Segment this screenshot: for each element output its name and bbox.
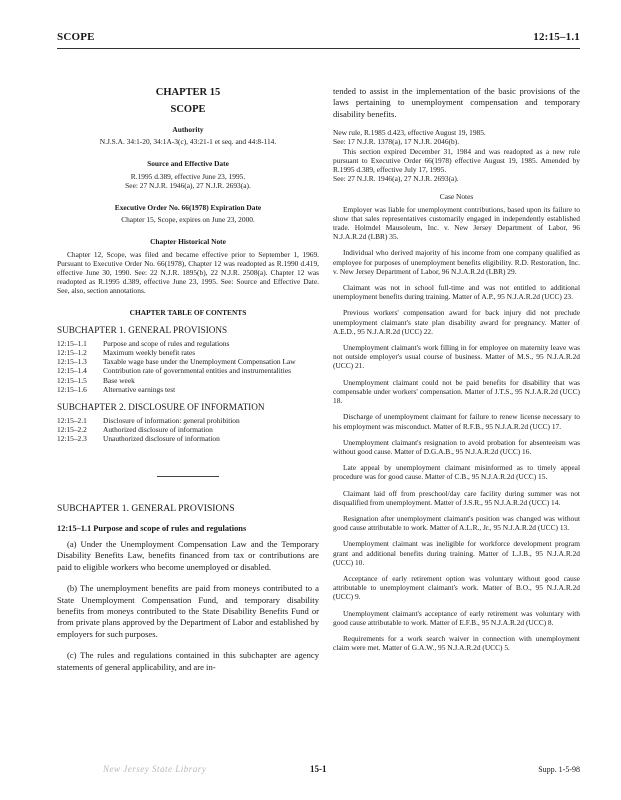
source-line-2: See: 27 N.J.R. 1946(a), 27 N.J.R. 2693(a). [125,180,251,190]
toc-entry[interactable]: 12:15–1.3 Taxable wage base under the Unemployment Compensation Law [57,357,296,367]
case-note: Unemployment claimant's acceptance of early retirement was voluntary with good cause attributable to work. Matter of E.F.B., 95 N.J.A.R.2d (UCC) 8. [333,608,580,627]
left-column [57,86,319,673]
authority-text: N.J.S.A. 34:1-20, 34:1A-3(c), 43:21-1 et seq. and 44:8-114. [99,137,277,147]
header-rule [57,48,580,49]
eo-text: Chapter 15, Scope, expires on June 23, 2000. [121,215,255,225]
page-number: 15-1 [310,764,327,774]
historical-note-heading: Chapter Historical Note [150,237,226,247]
case-notes-heading: Case Notes [439,192,474,202]
history-line-4: See: 27 N.J.R. 1946(a), 27 N.J.R. 2693(a). [333,174,459,184]
source-line-1: R.1995 d.389, effective June 23, 1995. [130,171,246,181]
toc-entry[interactable]: 12:15–2.3 Unauthorized disclosure of information [57,434,220,444]
case-note: Late appeal by unemployment claimant misinformed as to timely appeal procedure was for good cause. Matter of C.B., 95 N.J.A.R.2d (UCC) 15. [333,463,580,482]
eo-heading: Executive Order No. 66(1978) Expiration Date [114,203,262,213]
toc-list-1 [57,339,319,394]
toc-list-2 [57,416,319,444]
case-note: Unemployment claimant's resignation to avoid probation for absenteeism was without good cause. Matter of D.G.A.B., 95 N.J.A.R.2d (UCC) 16. [333,437,580,456]
toc-entry[interactable]: 12:15–1.1 Purpose and scope of rules and regulations [57,338,230,348]
history-line-1: New rule, R.1985 d.423, effective August 19, 1985. [333,128,486,138]
paragraph-a: (a) Under the Unemployment Compensation Law and the Temporary Disability Benefits Law, benefits financed from tax or contributions are paid to eligible workers who become unemployed or disabled. [57,538,319,572]
paragraph-b: (b) The unemployment benefits are paid from moneys contributed to a State Unemployment Compensation Fund, and temporary disability benefits from moneys contributed to the State Disability Benefits Fund or from private plans approved by the Department of Labor and established by employers for such purposes. [57,583,319,639]
running-header-right: 12:15–1.1 [533,31,580,43]
chapter-number: CHAPTER 15 [155,87,221,98]
case-note: Claimant was not in school full-time and was not entitled to additional unemployment benefits during training. Matter of A.P., 95 N.J.A.R.2d (UCC) 23. [333,283,580,302]
case-note: Unemployment claimant's work filling in for employee on maternity leave was not outside employer's usual course of business. Matter of M.S., 95 N.J.A.R.2d (UCC) 21. [333,343,580,371]
case-note: Individual who derived majority of his income from one company qualified as employee for purposes of unemployment benefits eligibility. R.D. Restoration, Inc. v. New Jersey Department of Labor, 96 N.J.A.R.2d (LBR) 29. [333,248,580,276]
case-note: Unemployment claimant was ineligible for workforce development program grant and additional benefits during training. Matter of L.J.B., 95 N.J.A.R.2d (UCC) 10. [333,539,580,567]
section-divider [157,476,219,477]
case-note: Requirements for a work search waiver in connection with unemployment claim were met. Matter of G.A.W., 95 N.J.A.R.2d (UCC) 5. [333,633,580,653]
toc-subchapter-1: SUBCHAPTER 1. GENERAL PROVISIONS [57,324,228,335]
toc-heading: CHAPTER TABLE OF CONTENTS [129,307,247,317]
case-note: Discharge of unemployment claimant for failure to renew license necessary to his employment was misconduct. Matter of R.F.B., 95 N.J.A.R.2d (UCC) 17. [333,412,580,431]
paragraph-c-continued: tended to assist in the implementation of the basic provisions of the laws pertaining to unemployment compensation and temporary disability benefits. [333,86,580,119]
chapter-title: SCOPE [170,104,206,115]
case-note: Employer was liable for unemployment contributions, based upon its failure to show that sales representatives customarily engaged in independently established trade. Holmdel Mausoleum, Inc. v. New Jersey Department of Labor, 96 N.J.A.R.2d (LBR) 35. [333,204,580,242]
toc-entry[interactable]: 12:15–1.2 Maximum weekly benefit rates [57,348,196,358]
rule-heading: 12:15–1.1 Purpose and scope of rules and regulations [57,523,247,533]
body-subchapter-heading: SUBCHAPTER 1. GENERAL PROVISIONS [57,502,235,514]
case-note: Resignation after unemployment claimant's position was changed was without good cause attributable to work. Matter of A.L.R., Jr., 95 N.J.A.R.2d (UCC) 13. [333,513,580,533]
case-note: Acceptance of early retirement option was voluntary without good cause attributable to unemployment claimant's work. Matter of B.O., 95 N.J.A.R.2d (UCC) 9. [333,573,580,602]
historical-note-text: Chapter 12, Scope, was filed and became effective prior to September 1, 1969. Pursuant to Executive Order No. 66(1978), Chapter 12 was readopted as R.1990 d.419, effective June 30, 1990. See: 22 N.J.R. 1895(b), 22 N.J.R. 2508(a). Chapter 12 was readopted as R.1995 d.389, effective June 23, 1995. See: Source and Effective Date. See, also, section annotations. [57,249,319,296]
toc-entry[interactable]: 12:15–1.4 Contribution rate of governmental entities and instrumentalities [57,366,292,376]
history-line-3: This section expired December 31, 1984 and was readopted as a new rule pursuant to Executive Order 66(1978) effective August 19, 1985. Amended by R.1995 d.389, effective July 17, 1995. [333,146,580,175]
supplement-date: Supp. 1-5-98 [538,765,580,774]
right-column [333,86,580,659]
toc-entry[interactable]: 12:15–1.5 Base week [57,375,135,385]
case-note: Unemployment claimant could not be paid benefits for disability that was compensable under workers' compensation. Matter of J.T.S., 95 N.J.A.R.2d (UCC) 18. [333,377,580,406]
toc-entry[interactable]: 12:15–2.1 Disclosure of information: general prohibition [57,416,240,426]
toc-entry[interactable]: 12:15–1.6 Alternative earnings test [57,384,176,394]
authority-heading: Authority [172,125,204,134]
case-note: Claimant laid off from preschool/day care facility during summer was not disqualified from unemployment. Matter of J.S.R., 95 N.J.A.R.2d (UCC) 14. [333,488,580,507]
history-line-2: See: 17 N.J.R. 1378(a), 17 N.J.R. 2046(b). [333,137,460,147]
toc-subchapter-2: SUBCHAPTER 2. DISCLOSURE OF INFORMATION [57,402,265,413]
paragraph-c: (c) The rules and regulations contained in this subchapter are agency statements of general applicability, and are in- [57,650,319,672]
running-header-left: SCOPE [57,31,95,43]
toc-entry[interactable]: 12:15–2.2 Authorized disclosure of information [57,425,213,435]
source-heading: Source and Effective Date [147,159,229,169]
library-stamp: New Jersey State Library [103,764,207,774]
case-notes-list [333,205,580,653]
case-note: Previous workers' compensation award for back injury did not preclude unemployment claimant's state plan disability award for pregnancy. Matter of A.E.D., 95 N.J.A.R.2d (UCC) 22. [333,308,580,336]
